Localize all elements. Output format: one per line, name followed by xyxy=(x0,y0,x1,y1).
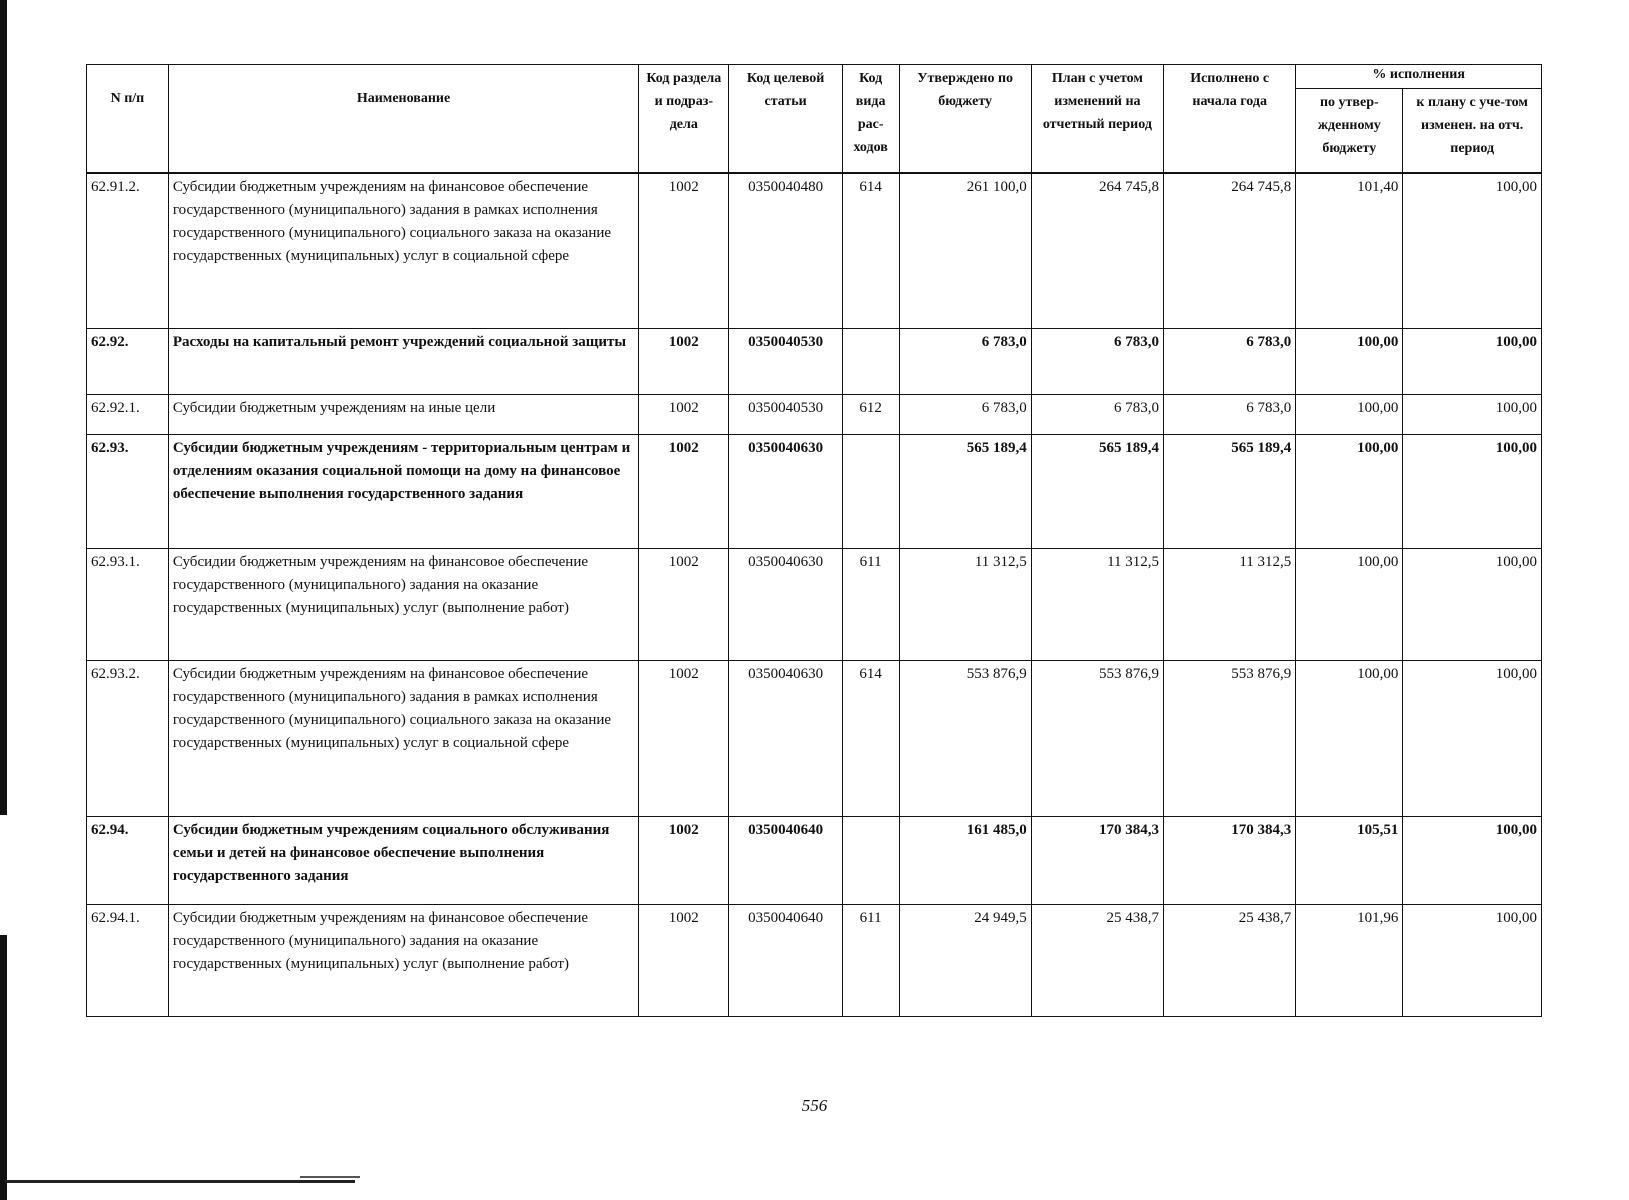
row-name: Субсидии бюджетным учреждениям на финансовое обеспечение государственного (муниципального) задания в рамках исполнения государственного (муниципального) социального заказа на оказание государственных (муниципальных) услуг в социальной сфере xyxy=(168,661,638,817)
row-approved: 6 783,0 xyxy=(899,329,1031,395)
row-razdel: 1002 xyxy=(639,395,729,435)
row-pct-budget: 105,51 xyxy=(1296,817,1403,905)
row-vid xyxy=(842,817,899,905)
row-razdel: 1002 xyxy=(639,817,729,905)
row-vid xyxy=(842,435,899,549)
header-pct-group: % исполнения xyxy=(1296,65,1542,89)
row-target: 0350040630 xyxy=(729,435,842,549)
row-approved: 24 949,5 xyxy=(899,905,1031,1017)
header-plan: План с учетом изменений на отчетный период xyxy=(1031,65,1163,173)
row-target: 0350040530 xyxy=(729,329,842,395)
scan-mark xyxy=(5,1180,355,1183)
row-pct-budget: 100,00 xyxy=(1296,329,1403,395)
row-plan: 11 312,5 xyxy=(1031,549,1163,661)
row-razdel: 1002 xyxy=(639,549,729,661)
header-name: Наименование xyxy=(168,65,638,173)
row-id: 62.91.2. xyxy=(87,173,169,329)
row-name: Субсидии бюджетным учреждениям на финансовое обеспечение государственного (муниципального) задания в рамках исполнения государственного (муниципального) социального заказа на оказание государственных (муниципальных) услуг в социальной сфере xyxy=(168,173,638,329)
scan-edge-gap xyxy=(0,815,7,935)
row-vid: 612 xyxy=(842,395,899,435)
row-approved: 11 312,5 xyxy=(899,549,1031,661)
row-executed: 11 312,5 xyxy=(1164,549,1296,661)
row-pct-budget: 100,00 xyxy=(1296,395,1403,435)
header-vid: Код вида рас-ходов xyxy=(842,65,899,173)
row-id: 62.94.1. xyxy=(87,905,169,1017)
row-razdel: 1002 xyxy=(639,329,729,395)
row-executed: 25 438,7 xyxy=(1164,905,1296,1017)
table-row xyxy=(87,661,1542,817)
row-plan: 25 438,7 xyxy=(1031,905,1163,1017)
table-row xyxy=(87,435,1542,549)
header-pct-budget: по утвер-жденному бюджету xyxy=(1296,89,1403,173)
row-approved: 261 100,0 xyxy=(899,173,1031,329)
header-razdel: Код раздела и подраз-дела xyxy=(639,65,729,173)
table-row xyxy=(87,549,1542,661)
row-plan: 553 876,9 xyxy=(1031,661,1163,817)
row-target: 0350040630 xyxy=(729,549,842,661)
header-pct-plan: к плану с уче-том изменен. на отч. период xyxy=(1403,89,1542,173)
header-approved: Утверждено по бюджету xyxy=(899,65,1031,173)
table-row xyxy=(87,905,1542,1017)
row-executed: 264 745,8 xyxy=(1164,173,1296,329)
row-executed: 6 783,0 xyxy=(1164,395,1296,435)
row-razdel: 1002 xyxy=(639,173,729,329)
scan-mark-secondary xyxy=(300,1176,360,1178)
row-plan: 170 384,3 xyxy=(1031,817,1163,905)
row-plan: 565 189,4 xyxy=(1031,435,1163,549)
row-executed: 6 783,0 xyxy=(1164,329,1296,395)
row-executed: 553 876,9 xyxy=(1164,661,1296,817)
row-name: Субсидии бюджетным учреждениям на финансовое обеспечение государственного (муниципального) задания на оказание государственных (муниципальных) услуг (выполнение работ) xyxy=(168,905,638,1017)
table-header xyxy=(87,65,1542,173)
row-id: 62.93. xyxy=(87,435,169,549)
row-id: 62.92.1. xyxy=(87,395,169,435)
row-id: 62.92. xyxy=(87,329,169,395)
row-approved: 553 876,9 xyxy=(899,661,1031,817)
page-number: 556 xyxy=(801,1096,828,1115)
row-id: 62.93.1. xyxy=(87,549,169,661)
row-razdel: 1002 xyxy=(639,435,729,549)
row-name: Субсидии бюджетным учреждениям социального обслуживания семьи и детей на финансовое обеспечение выполнения государственного задания xyxy=(168,817,638,905)
header-executed: Исполнено с начала года xyxy=(1164,65,1296,173)
table-row xyxy=(87,329,1542,395)
row-executed: 170 384,3 xyxy=(1164,817,1296,905)
row-pct-budget: 100,00 xyxy=(1296,661,1403,817)
row-razdel: 1002 xyxy=(639,661,729,817)
row-pct-plan: 100,00 xyxy=(1403,173,1542,329)
scan-edge xyxy=(0,0,7,1200)
table-row xyxy=(87,173,1542,329)
row-pct-budget: 101,96 xyxy=(1296,905,1403,1017)
table-row xyxy=(87,395,1542,435)
row-id: 62.93.2. xyxy=(87,661,169,817)
row-pct-budget: 100,00 xyxy=(1296,549,1403,661)
row-approved: 565 189,4 xyxy=(899,435,1031,549)
row-target: 0350040480 xyxy=(729,173,842,329)
row-pct-plan: 100,00 xyxy=(1403,329,1542,395)
row-executed: 565 189,4 xyxy=(1164,435,1296,549)
row-razdel: 1002 xyxy=(639,905,729,1017)
header-npp: N п/п xyxy=(87,65,169,173)
row-pct-budget: 100,00 xyxy=(1296,435,1403,549)
row-vid: 614 xyxy=(842,661,899,817)
budget-execution-table xyxy=(86,64,1542,1017)
row-pct-plan: 100,00 xyxy=(1403,395,1542,435)
row-pct-plan: 100,00 xyxy=(1403,817,1542,905)
table-body xyxy=(87,173,1542,1017)
row-vid: 611 xyxy=(842,905,899,1017)
row-vid: 611 xyxy=(842,549,899,661)
row-plan: 6 783,0 xyxy=(1031,329,1163,395)
row-name: Расходы на капитальный ремонт учреждений социальной защиты xyxy=(168,329,638,395)
row-pct-plan: 100,00 xyxy=(1403,549,1542,661)
row-pct-plan: 100,00 xyxy=(1403,661,1542,817)
row-pct-plan: 100,00 xyxy=(1403,435,1542,549)
row-approved: 6 783,0 xyxy=(899,395,1031,435)
row-target: 0350040640 xyxy=(729,905,842,1017)
row-pct-plan: 100,00 xyxy=(1403,905,1542,1017)
row-approved: 161 485,0 xyxy=(899,817,1031,905)
row-pct-budget: 101,40 xyxy=(1296,173,1403,329)
row-plan: 6 783,0 xyxy=(1031,395,1163,435)
table-row xyxy=(87,817,1542,905)
row-plan: 264 745,8 xyxy=(1031,173,1163,329)
row-vid: 614 xyxy=(842,173,899,329)
row-name: Субсидии бюджетным учреждениям на финансовое обеспечение государственного (муниципального) задания на оказание государственных (муниципальных) услуг (выполнение работ) xyxy=(168,549,638,661)
row-name: Субсидии бюджетным учреждениям на иные цели xyxy=(168,395,638,435)
row-id: 62.94. xyxy=(87,817,169,905)
header-target: Код целевой статьи xyxy=(729,65,842,173)
row-target: 0350040530 xyxy=(729,395,842,435)
row-target: 0350040640 xyxy=(729,817,842,905)
row-target: 0350040630 xyxy=(729,661,842,817)
row-name: Субсидии бюджетным учреждениям - территориальным центрам и отделениям оказания социальной помощи на дому на финансовое обеспечение выполнения государственного задания xyxy=(168,435,638,549)
row-vid xyxy=(842,329,899,395)
